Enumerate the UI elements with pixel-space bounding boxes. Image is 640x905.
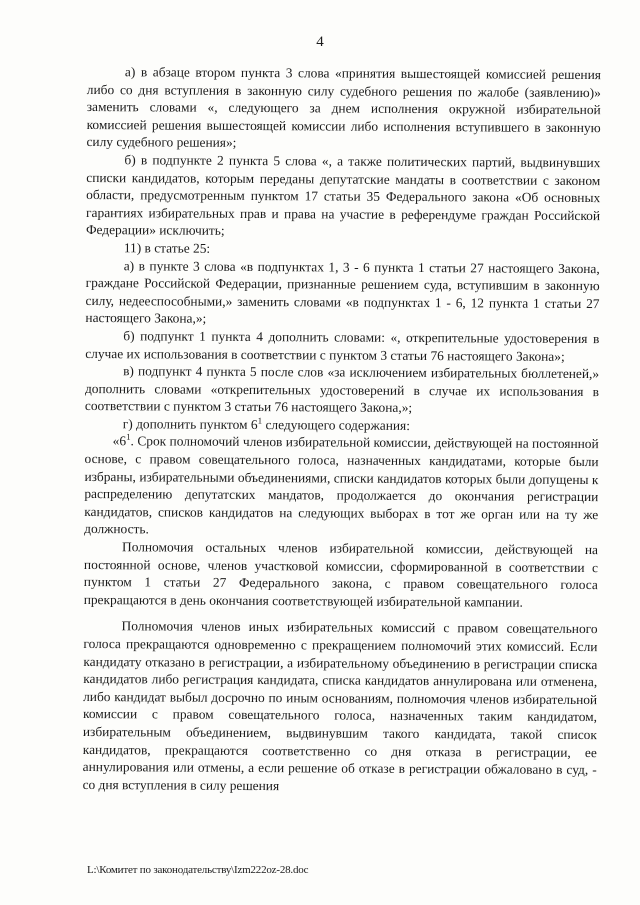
- paragraph-powers-others: Полномочия остальных членов избирательной комиссии, действующей на постоянной основе, членов участковой комиссии, сформированной в соответствии с пунктом 1 статьи 27 Федерального закона, с правом совещательного голоса прекращаются в день окончания соответствующей избирательной кампании.: [83, 539, 599, 610]
- quoted-point-6-1: [84, 432, 599, 541]
- paragraph-b-item11: б) подпункт 1 пункта 4 дополнить словами: «, открепительные удостоверения в случае их использования в соответствии с пунктом 3 статьи 76 настоящего Закона»;: [85, 328, 600, 364]
- document-body: [83, 63, 601, 796]
- paragraph-g-text: г) дополнить пунктом 6: [122, 416, 258, 432]
- paragraph-a-item11: а) в пункте 3 слова «в подпунктах 1, 3 - 6 пункта 1 статьи 27 настоящего Закона, граждане Российской Федерации, признанные решением суда, вступившим в законную силу, недееспособными,» заменить словами «в подпунктах 1 - 6, 12 пункта 1 статьи 27 настоящего Закона,»;: [85, 257, 600, 327]
- page-number: 4: [316, 34, 324, 50]
- quoted-superscript-one: 1: [126, 432, 131, 443]
- quoted-point-text: . Срок полномочий членов избирательной комиссии, действующей на постоянной основе, с правом совещательного голоса, назначенных кандидатами, которые были избраны, избирательными объединениями, списки кандидатов которых были допущены к распределению депутатских мандатов, продолжается до окончания регистрации кандидатов, списков кандидатов на следующих выборах в тот же орган или на ту же должность.: [84, 433, 599, 537]
- paragraph-v-item11: в) подпункт 4 пункта 5 после слов «за исключением избирательных бюллетеней,» дополнить словами «открепительных удостоверений в случае их использования в соответствии с пунктом 3 статьи 76 настоящего Закона,»;: [84, 363, 600, 416]
- item-11-heading: 11) в статье 25:: [123, 240, 211, 256]
- superscript-one: 1: [257, 415, 263, 426]
- paragraph-b-item10: б) в подпункте 2 пункта 5 слова «, а также политических партий, выдвинувших списки кандидатов, которым переданы депутатские мандаты в соответствии с законом области, предусмотренным пунктом 17 статьи 35 Федерального закона «Об основных гарантиях избирательных прав и права на участие в референдуме граждан Российской Федерации» исключить;: [85, 152, 601, 239]
- paragraph-a-item10: а) в абзаце втором пункта 3 слова «принятия вышестоящей комиссией решения либо со дня вступления в законную силу судебного решения по жалобе (заявлению)» заменить словами «, следующего за днем исполнения окружной избирательной комиссией решения вышестоящей комиссии либо исполнения вступившего в законную силу судебного решения»;: [86, 64, 601, 151]
- quoted-point-label: «6: [112, 433, 127, 449]
- footer-file-path: L:\Комитет по законодательству\Izm222oz-28.doc: [87, 864, 309, 876]
- paragraph-powers-other-commissions: Полномочия членов иных избирательных комиссий с правом совещательного голоса прекращаются одновременно с прекращением полномочий этих комиссий. Если кандидату отказано в регистрации, а избирательному объединению в регистрации списка кандидатов либо регистрация кандидата, списка кандидатов аннулирована или отменена, либо кандидат выбыл досрочно по иным основаниям, полномочия членов избирательной комиссии с правом совещательного голоса, назначенных таким кандидатом, избирательным объединением, выдвинувшим такого кандидата, такой список кандидатов, прекращаются соответственно со дня отказа в регистрации, ее аннулирования или отмены, а если решение об отказе в регистрации обжаловано в суд, - со дня вступления в силу решения: [82, 618, 598, 793]
- paragraph-g-tail: следующего содержания:: [265, 416, 410, 433]
